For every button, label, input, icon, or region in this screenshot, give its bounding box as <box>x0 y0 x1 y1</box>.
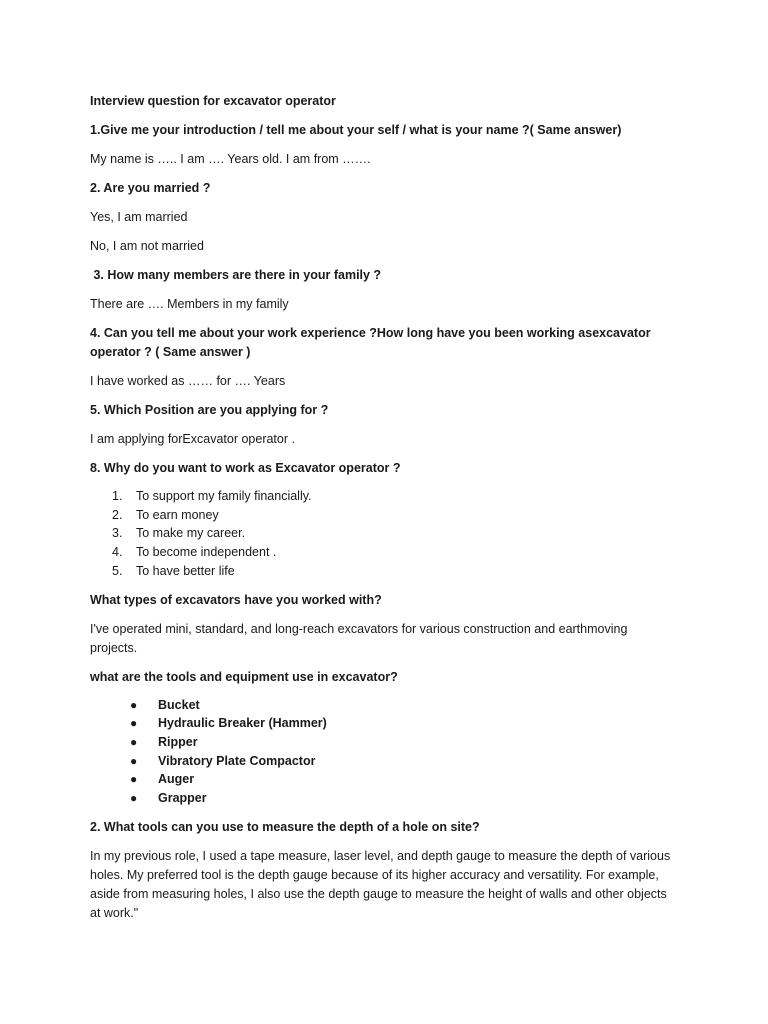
list-text: To earn money <box>136 507 219 522</box>
list-item <box>90 733 690 752</box>
bullet-icon: ● <box>130 791 138 806</box>
list-number: 2. <box>112 507 123 522</box>
list-number: 3. <box>112 526 123 541</box>
list-item <box>90 714 690 733</box>
answer-2-yes: Yes, I am married <box>90 210 188 224</box>
question-4-line-2: operator ? ( Same answer ) <box>90 345 251 359</box>
bullet-icon: ● <box>130 772 138 787</box>
list-item <box>90 524 690 543</box>
question-8: 8. Why do you want to work as Excavator operator ? <box>90 461 401 475</box>
list-item <box>90 487 690 506</box>
tools-list <box>90 696 690 808</box>
list-item <box>90 752 690 771</box>
bullet-icon: ● <box>130 753 138 768</box>
question-1: 1.Give me your introduction / tell me about your self / what is your name ?( Same answer) <box>90 123 622 137</box>
answer-excavator-types-line-2: projects. <box>90 640 138 655</box>
document-title: Interview question for excavator operator <box>90 94 336 108</box>
list-text: Auger <box>158 772 195 787</box>
bullet-icon: ● <box>130 734 138 749</box>
bullet-icon: ● <box>130 716 138 731</box>
question-3: 3. How many members are there in your family ? <box>90 268 382 282</box>
answer-depth-line-4: at work." <box>90 905 139 920</box>
answer-depth-line-1: In my previous role, I used a tape measure, laser level, and depth gauge to measure the depth of various <box>90 848 671 863</box>
answer-5: I am applying forExcavator operator . <box>90 432 295 446</box>
list-number: 5. <box>112 563 123 578</box>
answer-2-no: No, I am not married <box>90 239 204 253</box>
list-number: 1. <box>112 489 123 503</box>
list-item <box>90 506 690 525</box>
answer-depth-line-3: aside from measuring holes, I also use the depth gauge to measure the height of walls and other objects <box>90 886 667 901</box>
list-item <box>90 543 690 562</box>
list-item <box>90 789 690 808</box>
question-2: 2. Are you married ? <box>90 181 211 195</box>
list-text: Hydraulic Breaker (Hammer) <box>158 716 327 731</box>
list-item <box>90 562 690 581</box>
list-item <box>90 770 690 789</box>
answer-excavator-types-line-1: I've operated mini, standard, and long-reach excavators for various construction and earthmoving <box>90 621 628 636</box>
question-tools: what are the tools and equipment use in excavator? <box>90 669 398 684</box>
question-5: 5. Which Position are you applying for ? <box>90 403 329 417</box>
bullet-icon: ● <box>130 697 138 712</box>
question-excavator-types: What types of excavators have you worked with? <box>90 592 382 607</box>
list-text: To make my career. <box>136 526 246 541</box>
reasons-list <box>90 487 690 581</box>
list-text: To have better life <box>136 563 235 578</box>
list-number: 4. <box>112 545 123 560</box>
list-text: To support my family financially. <box>136 489 312 503</box>
answer-depth-line-2: holes. My preferred tool is the depth gauge because of its higher accuracy and versatility. For example, <box>90 867 659 882</box>
list-text: Grapper <box>158 791 207 806</box>
list-text: Ripper <box>158 734 198 749</box>
question-4-line-1: 4. Can you tell me about your work experience ?How long have you been working asexcavator <box>90 326 651 340</box>
question-depth-tools: 2. What tools can you use to measure the depth of a hole on site? <box>90 819 480 834</box>
answer-1: My name is ….. I am …. Years old. I am from ……. <box>90 152 371 166</box>
answer-4: I have worked as …… for …. Years <box>90 374 286 388</box>
list-item <box>90 696 690 715</box>
list-text: Bucket <box>158 697 200 712</box>
document-page <box>90 92 690 923</box>
list-text: To become independent . <box>136 545 277 560</box>
list-text: Vibratory Plate Compactor <box>158 753 316 768</box>
answer-3: There are …. Members in my family <box>90 297 289 311</box>
